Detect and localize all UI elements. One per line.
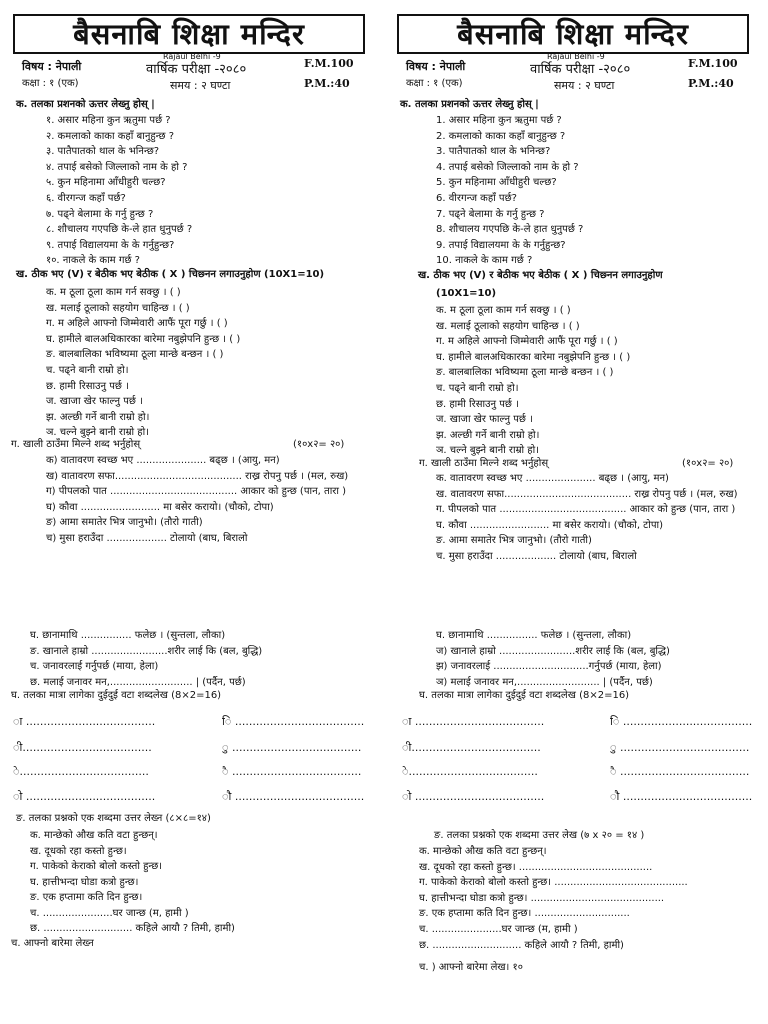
matra-line: ु ..................................... — [222, 741, 362, 754]
section-gh-heading: घ. तलका मात्रा लागेका दुईदुई वटा शब्दलेख (8×2=16) — [419, 690, 630, 701]
fill-blank-item: ङ. आमा समातेर भित्र जानुभो। (तौरो गाती) — [436, 535, 592, 546]
fill-blank-item: ख) वातावरण सफा........................................ राख्र रोपनु पर्छ । (मल, रुख) — [46, 470, 349, 482]
exam-name: वार्षिक परीक्षा -२०८० — [530, 62, 631, 77]
question-item: 4. तपाई बसेको जिल्लाको नाम के हो ? — [436, 161, 579, 173]
true-false-item: ञ. चल्ने बुझ्ने बानी राम्रो हो। — [436, 445, 540, 457]
fill-blank-item: च) मुसा हराउँदा ................... टोलायो (बाघ, बिरालो — [46, 532, 248, 544]
true-false-item: ज. खाजा खेर फाल्नु पर्छ । — [436, 414, 533, 426]
school-title: बैसनाबि शिक्षा मन्दिर — [397, 14, 749, 54]
section-g-heading: ग. खाली ठाउँमा मिल्ने शब्द भर्नुहोस् — [419, 458, 549, 469]
matra-line: ै ..................................... — [610, 765, 750, 778]
exam-time: समय : २ घण्टा — [170, 79, 231, 92]
matra-line: ा ..................................... — [402, 715, 545, 728]
question-item: 2. कमलाको काका कहाँ बानुहुन्छ ? — [436, 130, 566, 142]
full-marks: F.M.100 — [688, 57, 738, 70]
fill-blank-item: घ. कौवा ......................... मा बसेर करायो। (चौको, टोपा) — [436, 519, 663, 531]
section-k-heading: क. तलका प्रशनको ऊत्तर लेख्नु होस् | — [400, 99, 539, 110]
matra-line: ा ..................................... — [13, 715, 156, 728]
short-answer-item: ग. पाकेको केराको बोलो कस्तो हुन्छ। — [30, 861, 163, 872]
matra-line: ि ..................................... — [610, 715, 753, 728]
right-exam-sheet — [384, 0, 768, 1024]
short-answer-item: छ. ............................ कहिले आयौ ? तिमी, हामी) — [30, 923, 235, 934]
short-answer-item: घ. हात्तीभन्दा घोडा कत्रो हुन्छ। — [30, 876, 139, 888]
section-kh-marks: (10X1=10) — [436, 288, 497, 299]
short-answer-item: च. ......................घर जान्छ (म, हामी ) — [30, 907, 189, 919]
section-kh-heading: ख. ठीक भए (V) र बेठीक भए बेठीक ( X ) चिछ्नन लगाउनुहोण (10X1=10) — [16, 269, 325, 280]
matra-line: ो ..................................... — [402, 790, 545, 803]
true-false-item: घ. हामीले बालअधिकारका बारेमा नबुझेपनि हुन्छ । ( ) — [46, 333, 241, 345]
question-item: ३. पातैपातको थाल के भनिन्छ? — [46, 146, 160, 158]
subject-label: विषय : नेपाली — [406, 60, 466, 73]
subject-label: विषय : नेपाली — [22, 60, 82, 73]
short-answer-item: क. मान्छेको औख कति वटा हुन्छन्। — [30, 830, 158, 841]
school-location: Rajaul Belhi -9 — [163, 52, 221, 61]
true-false-item: क. म ठूला ठूला काम गर्न सक्छु । ( ) — [46, 287, 181, 298]
true-false-item: छ. हामी रिसाउनु पर्छ । — [46, 380, 129, 392]
short-answer-item: छ. ............................ कहिले आयौ ? तिमी, हामी) — [419, 939, 624, 951]
matra-line: ौ ..................................... — [610, 790, 753, 803]
true-false-item: ख. मलाई ठूलाको सहयोग चाहिन्छ । ( ) — [46, 302, 190, 314]
question-item: 6. वीरगन्ज कहाँ पर्छ? — [436, 193, 517, 204]
fill-blank-item: घ. छानामाथि ................ फलेछ । (सुन्तला, लौका) — [30, 630, 226, 641]
fill-blank-item: ग. पीपलको पात ........................................ आकार को हुन्छ (पान, तारा ) — [436, 504, 736, 515]
exam-time: समय : २ घण्टा — [554, 79, 615, 92]
short-answer-item: घ. हात्तीभन्दा घोडा कत्रो हुन्छ। .......................................... — [419, 892, 665, 904]
fill-blank-item: ज) खानाले हाम्रो ........................शरीर लाई कि (बल, बुद्धि) — [436, 645, 670, 657]
question-item: ५. कुन महिनामा आँधीहुरी चल्छ? — [46, 177, 166, 189]
section-gh-heading: घ. तलका मात्रा लागेका दुईदुई वटा शब्दलेख (8×2=16) — [11, 690, 222, 701]
question-item: 5. कुन महिनामा आँधीहुरी चल्छ? — [436, 177, 557, 189]
true-false-item: क. म ठूला ठूला काम गर्न सक्छु । ( ) — [436, 305, 571, 316]
fill-blank-item: घ. छानामाथि ................ फलेछ । (सुन्तला, लौका) — [436, 630, 632, 641]
section-g-marks: (१०x२= २०) — [682, 458, 734, 469]
pass-marks: P.M.:40 — [304, 77, 350, 90]
question-item: 10. नाकले के काम गर्छ ? — [436, 255, 533, 267]
matra-line: ि ..................................... — [222, 715, 365, 728]
fill-blank-item: च. जनावरलाई गर्नुपर्छ (माया, हेला) — [30, 661, 159, 672]
exam-name: वार्षिक परीक्षा -२०८० — [146, 62, 247, 77]
question-item: 8. शौचालय गएपछि के-ले हात धुनुपर्छ ? — [436, 224, 584, 236]
question-item: ८. शौचालय गएपछि के-ले हात धुनुपर्छ ? — [46, 224, 193, 236]
true-false-item: ङ. बालबालिका भविष्यमा ठूला मान्छे बन्छन । ( ) — [436, 367, 614, 379]
true-false-item: ञ. चल्ने बुझ्ने बानी राम्रो हो। — [46, 427, 150, 439]
true-false-item: ग. म अहिले आफ्नो जिम्मेवारी आफैं पूरा गर्छु । ( ) — [436, 336, 618, 348]
question-item: ७. पढ्ने बेलामा के गर्नु हुन्छ ? — [46, 208, 154, 220]
question-item: 9. तपाई विद्यालयमा के के गर्नुहुन्छ? — [436, 239, 566, 251]
section-ng-heading: ङ. तलका प्रश्नको एक शब्दमा उत्तर लेख (७ x २० = १४ ) — [434, 830, 645, 841]
fill-blank-item: क) वातावरण स्वच्छ भए ...................... बढ्छ । (आयु, मन) — [46, 455, 280, 466]
true-false-item: ग. म अहिले आफ्नो जिम्मेवारी आफैं पूरा गर्छु । ( ) — [46, 318, 228, 330]
section-kh-heading: ख. ठीक भए (V) र बेठीक भए बेठीक ( X ) चिछ्नन लगाउनुहोण — [418, 270, 663, 281]
true-false-item: ङ. बालबालिका भविष्यमा ठूला मान्छे बन्छन । ( ) — [46, 349, 224, 361]
class-label: कक्षा : १ (एक) — [22, 78, 79, 89]
question-item: १. असार महिना कुन ऋतुमा पर्छ ? — [46, 115, 171, 126]
fill-blank-item: घ) कौवा ......................... मा बसेर करायो। (चौको, टोपा) — [46, 501, 274, 513]
question-item: 7. पढ्ने बेलामा के गर्नु हुन्छ ? — [436, 208, 545, 220]
matra-line: ै ..................................... — [222, 765, 362, 778]
matra-line: े..................................... — [13, 765, 149, 778]
true-false-item: घ. हामीले बालअधिकारका बारेमा नबुझेपनि हुन्छ । ( ) — [436, 351, 631, 363]
fill-blank-item: ङ. खानाले हाम्रो ........................शरीर लाई कि (बल, बुद्धि) — [30, 645, 263, 657]
true-false-item: च. पढ्ने बानी राम्रो हो। — [46, 365, 129, 376]
fill-blank-item: ग) पीपलको पात ........................................ आकार को हुन्छ (पान, तारा ) — [46, 486, 347, 497]
class-label: कक्षा : १ (एक) — [406, 78, 463, 89]
school-location: Rajaul Belhi -9 — [547, 52, 605, 61]
true-false-item: च. पढ्ने बानी राम्रो हो। — [436, 383, 519, 394]
short-answer-item: ङ. एक हप्तामा कति दिन हुन्छ। .............................. — [419, 908, 630, 920]
short-answer-item: क. मान्छेको औख कति वटा हुन्छन्। — [419, 846, 547, 857]
short-answer-item: ग. पाकेको केराको बोलो कस्तो हुन्छ। .......................................... — [419, 877, 688, 889]
short-answer-item: ख. दूधको रहा कस्तो हुन्छ। — [30, 845, 127, 857]
true-false-item: झ. अल्छी गर्ने बानी राम्रो हो। — [436, 429, 540, 441]
fill-blank-item: ङ) आमा समातेर भित्र जानुभो। (तौरो गाती) — [46, 517, 203, 528]
short-answer-item: च. ......................घर जान्छ (म, हामी ) — [419, 924, 578, 935]
true-false-item: झ. अल्छी गर्ने बानी राम्रो हो। — [46, 411, 150, 423]
section-k-heading: क. तलका प्रशनको ऊत्तर लेख्नु होस् | — [16, 99, 155, 110]
question-item: २. कमलाको काका कहाँ बानुहुन्छ ? — [46, 130, 175, 142]
true-false-item: ज. खाजा खेर फाल्नु पर्छ । — [46, 396, 143, 408]
write-about-yourself: च. ) आफ्नो बारेमा लेख। १० — [419, 962, 523, 973]
matra-line: ो ..................................... — [13, 790, 156, 803]
fill-blank-item: क. वातावरण स्वच्छ भए ...................... बढ्छ । (आयु, मन) — [436, 473, 669, 484]
section-g-marks: (१०x२= २०) — [293, 439, 345, 450]
short-answer-item: ख. दूधको रहा कस्तो हुन्छ। .......................................... — [419, 861, 653, 873]
write-about-yourself: च. आफ्नो बारेमा लेख्न — [11, 938, 94, 949]
fill-blank-item: ख. वातावरण सफा........................................ राख्र रोपनु पर्छ । (मल, रुख) — [436, 488, 738, 500]
question-item: ४. तपाई बसेको जिल्लाको नाम के हो ? — [46, 161, 188, 173]
question-item: ९. तपाई विद्यालयमा के के गर्नुहुन्छ? — [46, 239, 175, 251]
matra-line: ु ..................................... — [610, 741, 750, 754]
question-item: 3. पातैपातको थाल के भनिन्छ? — [436, 146, 551, 158]
matra-line: ौ ..................................... — [222, 790, 365, 803]
pass-marks: P.M.:40 — [688, 77, 734, 90]
matra-line: ी..................................... — [13, 741, 152, 754]
section-g-heading: ग. खाली ठाउँमा मिल्ने शब्द भर्नुहोस् — [11, 439, 141, 450]
short-answer-item: ङ. एक हप्तामा कति दिन हुन्छ। — [30, 892, 143, 903]
fill-blank-item: छ. मलाई जनावर मन,.......................... | (पर्दैन, पर्छ) — [30, 676, 246, 688]
full-marks: F.M.100 — [304, 57, 354, 70]
fill-blank-item: च. मुसा हराउँदा ................... टोलायो (बाघ, बिरालो — [436, 550, 637, 562]
true-false-item: ख. मलाई ठूलाको सहयोग चाहिन्छ । ( ) — [436, 320, 580, 332]
question-item: ६. वीरगन्ज कहाँ पर्छ? — [46, 193, 126, 204]
fill-blank-item: झ) जनावरलाई ..............................गर्नुपर्छ (माया, हेला) — [436, 661, 662, 672]
matra-line: े..................................... — [402, 765, 538, 778]
true-false-item: छ. हामी रिसाउनु पर्छ । — [436, 398, 519, 410]
question-item: १०. नाकले के काम गर्छ ? — [46, 255, 140, 267]
fill-blank-item: ञ) मलाई जनावर मन,.......................... | (पर्दैन, पर्छ) — [436, 676, 653, 688]
school-title: बैसनाबि शिक्षा मन्दिर — [13, 14, 365, 54]
section-ng-heading: ङ. तलका प्रश्नको एक शब्दमा उत्तर लेख्न (८×८=१४) — [16, 813, 211, 824]
question-item: 1. असार महिना कुन ऋतुमा पर्छ ? — [436, 115, 562, 126]
matra-line: ी..................................... — [402, 741, 541, 754]
